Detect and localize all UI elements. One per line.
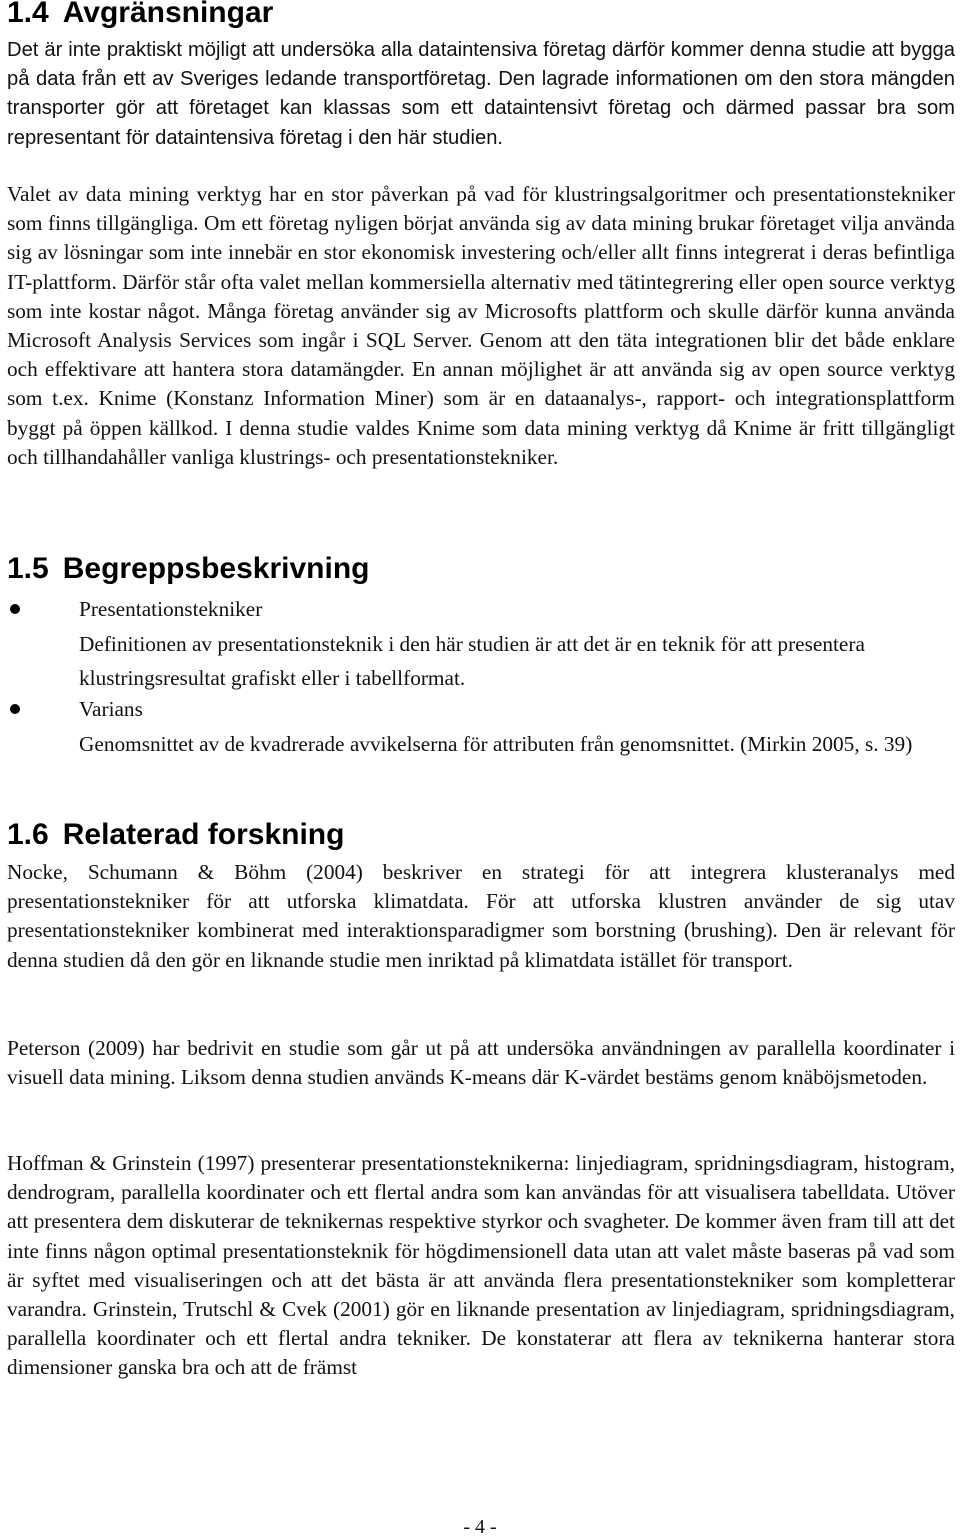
paragraph-peterson: Peterson (2009) har bedrivit en studie som går ut på att undersöka användningen av parallella koordinater i visuell data mining. Liksom denna studien används K-means där K-värdet bestäms genom knäböjsmetoden. bbox=[7, 1036, 955, 1090]
definition-term: Varians bbox=[79, 697, 143, 721]
paragraph-scope: Det är inte praktiskt möjligt att undersöka alla dataintensiva företag därför kommer denna studie att bygga på data från ett av Sveriges ledande transportföretag. Den lagrade informationen om den stora mängden transporter gör att företaget kan klassas som ett dataintensivt företag och därmed passar bra som representant för dataintensiva företag i den här studien. bbox=[7, 39, 955, 149]
paragraph-nocke: Nocke, Schumann & Böhm (2004) beskriver en strategi för att integrera klusteranalys med presentationstekniker för att utforska klimatdata. För att utforska klustren använder de sig utav presentationstekniker kombinerat med interaktionsparadigmer som borstning (brushing). Den är relevant för denna studien då den gör en liknande studie men inriktad på klimatdata istället för transport. bbox=[7, 860, 955, 972]
page-number: - 4 - bbox=[463, 1516, 497, 1538]
section-title: Begreppsbeskrivning bbox=[62, 552, 370, 585]
section-number: 1.6 bbox=[7, 818, 49, 851]
section-number: 1.4 bbox=[7, 0, 49, 29]
bullet-icon bbox=[10, 704, 20, 714]
section-title: Relaterad forskning bbox=[62, 818, 345, 851]
definition-text: Definitionen av presentationsteknik i den här studien är att det är en teknik för att presentera klustringsresultat grafiskt eller i tabellformat. bbox=[79, 632, 865, 690]
paragraph-tool-choice: Valet av data mining verktyg har en stor påverkan på vad för klustringsalgoritmer och presentationstekniker som finns tillgängliga. Om ett företag nyligen börjat använda sig av data mining brukar företaget vilja använda sig av lösningar som inte innebär en stor ekonomisk investering och/eller allt finns integrerat i deras befintliga IT-plattform. Därför står ofta valet mellan kommersiella alternativ med tätintegrering eller open source verktyg som inte kostar något. Många företag använder sig av Microsofts plattform och skulle därför kunna använda Microsoft Analysis Services som ingår i SQL Server. Genom att den täta integrationen blir det både enklare och effektivare att hantera stora datamängder. En annan möjlighet är att använda sig av open source verktyg som t.ex. Knime (Konstanz Information Miner) som är en dataanalys-, rapport- och integrationsplattform byggt på öppen källkod. I denna studie valdes Knime som data mining verktyg då Knime är fritt tillgängligt och tillhandahåller vanliga klustrings- och presentationstekniker. bbox=[7, 182, 955, 469]
section-heading-avgransningar bbox=[7, 0, 955, 30]
section-heading-relaterad-forskning bbox=[7, 818, 955, 852]
bullet-icon bbox=[10, 604, 20, 614]
section-heading-begreppsbeskrivning bbox=[7, 552, 955, 586]
section-number: 1.5 bbox=[7, 552, 49, 585]
paragraph-hoffman: Hoffman & Grinstein (1997) presenterar presentationsteknikerna: linjediagram, spridningsdiagram, histogram, dendrogram, parallella koordinater och ett flertal andra som kan användas för att visualisera tabelldata. Utöver att presentera dem diskuterar de teknikernas respektive styrkor och svagheter. De kommer även fram till att det inte finns någon optimal presentationsteknik för högdimensionell data utan att valet måste baseras på vad som är syftet med visualiseringen och att det bästa är att använda flera presentationstekniker som kompletterar varandra. Grinstein, Trutschl & Cvek (2001) gör en liknande presentation av linjediagram, spridningsdiagram, parallella koordinater och ett flertal andra tekniker. De konstaterar att flera av teknikerna hanterar stora dimensioner ganska bra och att de främst bbox=[7, 1151, 955, 1380]
definition-term: Presentationstekniker bbox=[79, 597, 263, 621]
definition-text: Genomsnittet av de kvadrerade avvikelserna för attributen från genomsnittet. (Mirkin 2005, s. 39) bbox=[79, 732, 913, 756]
section-title: Avgränsningar bbox=[62, 0, 274, 29]
